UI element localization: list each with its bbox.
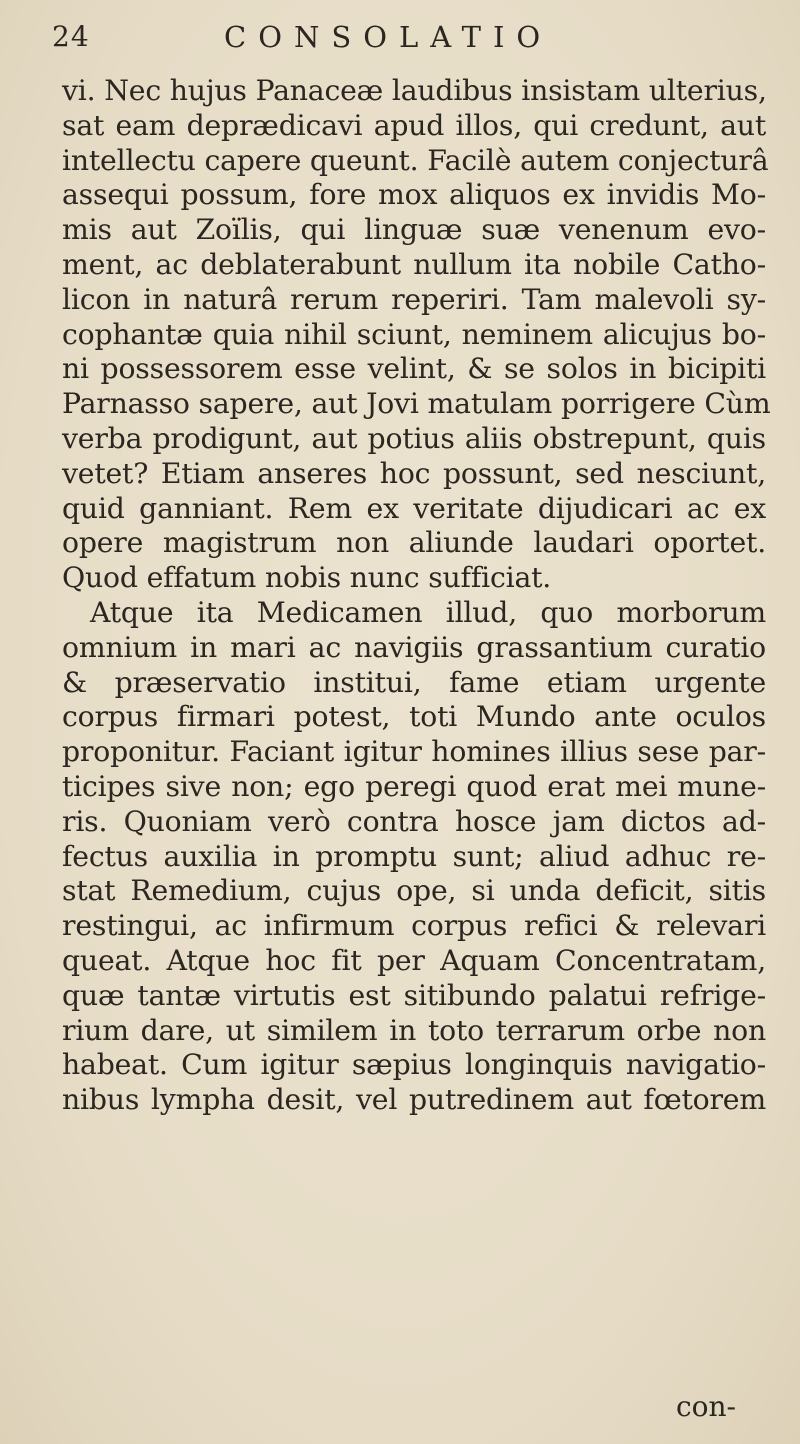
text-line: sat eam deprædicavi apud illos, qui credunt, aut [62,108,766,142]
text-line: cophantæ quia nihil sciunt, neminem alicujus bo- [62,317,766,351]
text-line: rium dare, ut similem in toto terrarum orbe non [62,1013,766,1047]
text-line: omnium in mari ac navigiis grassantium curatio [62,630,766,664]
text-line: intellectu capere queunt. Facilè autem conjecturâ [62,143,769,177]
text-line: opere magistrum non aliunde laudari oportet. [62,526,766,560]
running-title: CONSOLATIO [224,20,553,54]
text-line: corpus firmari potest, toti Mundo ante oculos [62,700,766,734]
text-line: ni possessorem esse velint, & se solos in bicipiti [62,352,766,386]
text-line: queat. Atque hoc fit per Aquam Concentratam, [62,943,766,977]
page-header [52,20,752,64]
text-line: fectus auxilia in promptu sunt; aliud adhuc re- [62,839,766,873]
text-line: restingui, ac infirmum corpus refici & relevari [62,909,766,943]
text-line: nibus lympha desit, vel putredinem aut fœtorem [62,1083,766,1117]
text-line: ris. Quoniam verò contra hosce jam dictos ad- [62,804,766,838]
catchword: con- [675,1390,736,1423]
text-line: Atque ita Medicamen illud, quo morborum [90,595,766,629]
text-line: proponitur. Faciant igitur homines illius sese par- [62,735,766,769]
text-line: assequi possum, fore mox aliquos ex invidis Mo- [62,178,766,212]
text-line: licon in naturâ rerum reperiri. Tam malevoli sy- [62,282,766,316]
text-line: ment, ac deblaterabunt nullum ita nobile Catho- [62,247,766,281]
text-line: quæ tantæ virtutis est sitibundo palatui refrige- [62,978,766,1012]
text-line: & præservatio institui, fame etiam urgente [62,665,766,699]
text-line: habeat. Cum igitur sæpius longinquis navigatio- [62,1048,766,1082]
text-line: stat Remedium, cujus ope, si unda deficit, sitis [62,874,766,908]
text-line: vetet? Etiam anseres hoc possunt, sed nesciunt, [62,456,766,490]
text-line: verba prodigunt, aut potius aliis obstrepunt, quis [62,421,766,455]
text-line: mis aut Zoïlis, qui linguæ suæ venenum evo- [62,213,766,247]
body-text [62,74,771,1118]
text-line: vi. Nec hujus Panaceæ laudibus insistam ulterius, [62,74,767,107]
text-line: quid ganniant. Rem ex veritate dijudicari ac ex [62,491,766,525]
page-number: 24 [52,20,90,53]
text-line: Quod effatum nobis nunc sufficiat. [62,561,552,595]
text-line: ticipes sive non; ego peregi quod erat mei mune- [62,769,766,803]
text-line: Parnasso sapere, aut Jovi matulam porrigere Cùm [62,387,771,421]
